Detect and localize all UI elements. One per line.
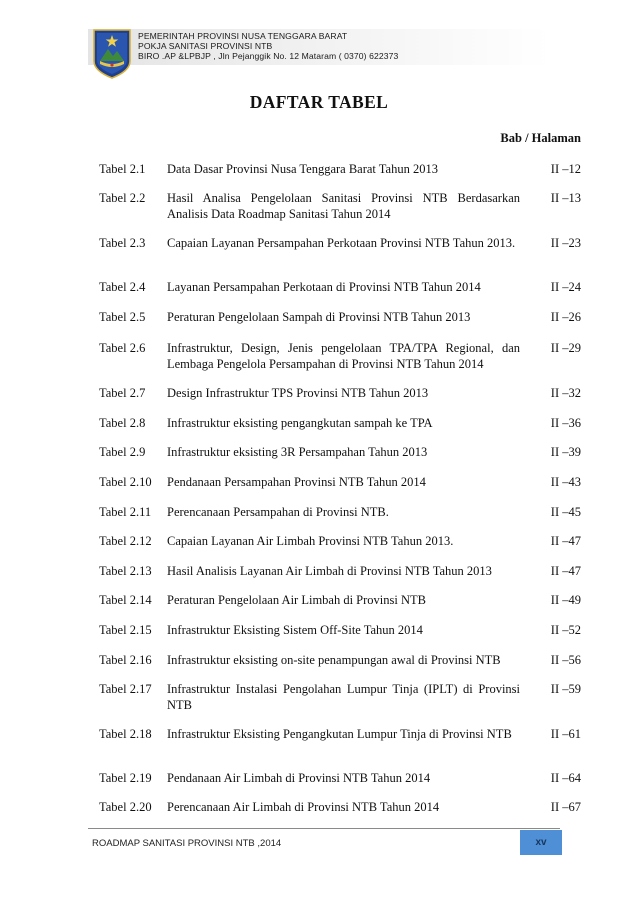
toc-entry-page: II –36 — [550, 416, 581, 430]
toc-entry-page: II –56 — [550, 653, 581, 667]
toc-entry-title: Hasil Analisa Pengelolaan Sanitasi Provinsi NTB Berdasarkan Analisis Data Roadmap Sanitasi Tahun 2014 — [167, 191, 520, 221]
toc-entry-page: II –52 — [550, 623, 581, 637]
page-title: DAFTAR TABEL — [249, 92, 389, 112]
toc-entry-number: Tabel 2.8 — [99, 416, 146, 430]
toc-entry-title: Layanan Persampahan Perkotaan di Provinsi NTB Tahun 2014 — [167, 280, 481, 294]
toc-entry-number: Tabel 2.10 — [99, 475, 152, 489]
toc-entry-title: Peraturan Pengelolaan Air Limbah di Provinsi NTB — [167, 593, 426, 607]
toc-entry-title: Design Infrastruktur TPS Provinsi NTB Tahun 2013 — [167, 386, 429, 400]
toc-entry-number: Tabel 2.15 — [99, 623, 152, 637]
toc-entry-number: Tabel 2.14 — [99, 593, 152, 607]
toc-entry-page: II –32 — [550, 386, 581, 400]
toc-entry-title: Infrastruktur eksisting on-site penampungan awal di Provinsi NTB — [167, 653, 501, 667]
toc-entry-number: Tabel 2.6 — [99, 341, 146, 355]
toc-entry-number: Tabel 2.9 — [99, 445, 146, 459]
toc-entry-page: II –43 — [550, 475, 581, 489]
footer-document-title: ROADMAP SANITASI PROVINSI NTB ,2014 — [92, 838, 282, 849]
toc-entry-page: II –61 — [550, 727, 581, 741]
toc-entry-page: II –64 — [550, 771, 581, 785]
toc-entry-title: Pendanaan Persampahan Provinsi NTB Tahun 2014 — [167, 475, 426, 489]
toc-entry-number: Tabel 2.13 — [99, 564, 152, 578]
toc-entry-page: II –24 — [550, 280, 581, 294]
footer-divider — [88, 828, 560, 829]
toc-entry-number: Tabel 2.18 — [99, 727, 152, 741]
toc-entry-number: Tabel 2.2 — [99, 191, 146, 205]
toc-entry-page: II –59 — [550, 682, 581, 696]
toc-entry-title: Infrastruktur Eksisting Sistem Off-Site Tahun 2014 — [167, 623, 423, 637]
page-number: xv — [535, 837, 547, 848]
toc-entry-page: II –45 — [550, 505, 581, 519]
toc-entry-page: II –47 — [550, 534, 581, 548]
letterhead-government-line: PEMERINTAH PROVINSI NUSA TENGGARA BARAT — [138, 31, 348, 41]
toc-entry-page: II –47 — [550, 564, 581, 578]
toc-entry-page: II –26 — [550, 310, 581, 324]
toc-entry-number: Tabel 2.16 — [99, 653, 152, 667]
toc-entry-page: II –49 — [550, 593, 581, 607]
toc-entry-page: II –67 — [550, 800, 581, 814]
toc-entry-title: Infrastruktur Eksisting Pengangkutan Lumpur Tinja di Provinsi NTB — [167, 727, 512, 741]
toc-entry-number: Tabel 2.20 — [99, 800, 152, 814]
toc-entry-page: II –39 — [550, 445, 581, 459]
toc-entry-title: Infrastruktur, Design, Jenis pengelolaan TPA/TPA Regional, dan Lembaga Pengelola Persampahan di Provinsi NTB Tahun 2014 — [167, 341, 520, 371]
toc-entry-title: Capaian Layanan Persampahan Perkotaan Provinsi NTB Tahun 2013. — [167, 236, 516, 250]
toc-entry-title: Pendanaan Air Limbah di Provinsi NTB Tahun 2014 — [167, 771, 431, 785]
toc-entry-title: Infrastruktur eksisting pengangkutan sampah ke TPA — [167, 416, 433, 430]
toc-entry-number: Tabel 2.3 — [99, 236, 146, 250]
toc-entry-title: Perencanaan Persampahan di Provinsi NTB. — [167, 505, 389, 519]
page-number-box — [520, 830, 562, 855]
toc-entry-title: Hasil Analisis Layanan Air Limbah di Provinsi NTB Tahun 2013 — [167, 564, 492, 578]
toc-entry-page: II –13 — [550, 191, 581, 205]
letterhead-address-line: BIRO .AP &LPBJP , Jln Pejanggik No. 12 Mataram ( 0370) 622373 — [138, 51, 399, 61]
toc-entry-page: II –12 — [550, 162, 581, 176]
toc-entry-number: Tabel 2.19 — [99, 771, 152, 785]
toc-entry-number: Tabel 2.11 — [99, 505, 152, 519]
toc-entry-title: Infrastruktur eksisting 3R Persampahan Tahun 2013 — [167, 445, 428, 459]
toc-entry-title: Perencanaan Air Limbah di Provinsi NTB Tahun 2014 — [167, 800, 440, 814]
toc-entry-page: II –29 — [550, 341, 581, 355]
toc-entry-title: Infrastruktur Instalasi Pengolahan Lumpur Tinja (IPLT) di Provinsi NTB — [167, 682, 520, 712]
toc-entry-number: Tabel 2.7 — [99, 386, 146, 400]
toc-entry-number: Tabel 2.12 — [99, 534, 152, 548]
toc-entry-title: Capaian Layanan Air Limbah Provinsi NTB Tahun 2013. — [167, 534, 454, 548]
toc-entry-number: Tabel 2.4 — [99, 280, 146, 294]
toc-entry-number: Tabel 2.17 — [99, 682, 152, 696]
toc-entry-number: Tabel 2.1 — [99, 162, 146, 176]
toc-entry-page: II –23 — [550, 236, 581, 250]
letterhead-pokja-line: POKJA SANITASI PROVINSI NTB — [138, 41, 273, 51]
toc-entry-title: Data Dasar Provinsi Nusa Tenggara Barat Tahun 2013 — [167, 162, 438, 176]
bab-halaman-heading: Bab / Halaman — [500, 131, 581, 145]
toc-entry-number: Tabel 2.5 — [99, 310, 146, 324]
toc-entry-title: Peraturan Pengelolaan Sampah di Provinsi NTB Tahun 2013 — [167, 310, 471, 324]
